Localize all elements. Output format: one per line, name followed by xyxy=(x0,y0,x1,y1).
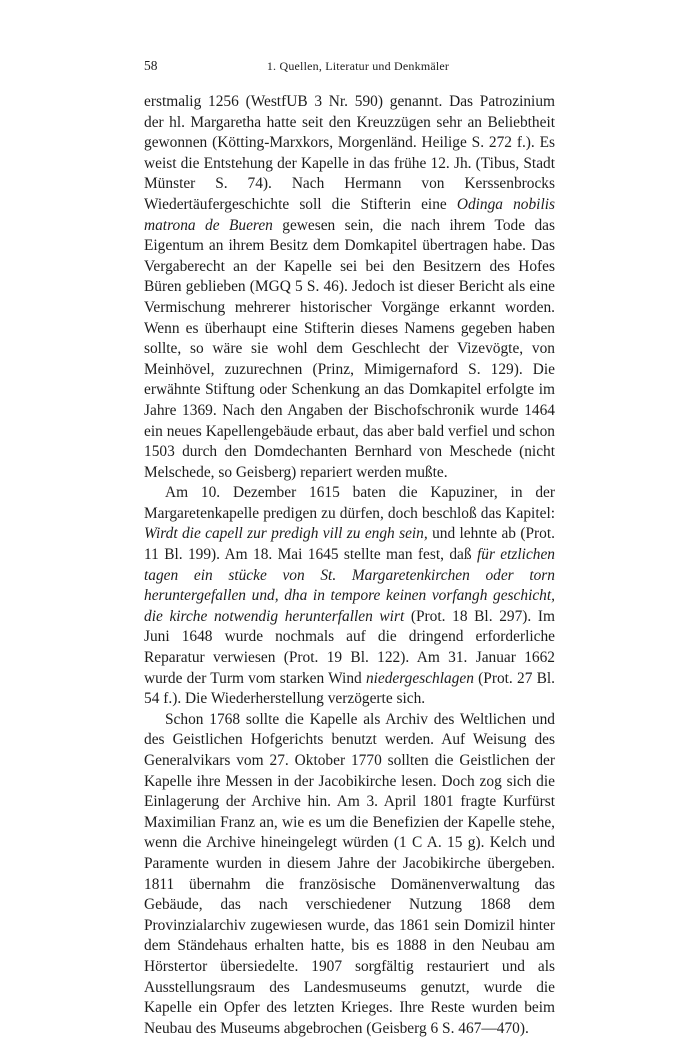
page-number: 58 xyxy=(144,58,158,73)
body-text xyxy=(144,92,555,1039)
quote-run: niedergeschlagen xyxy=(365,669,474,687)
text-run: (Prot. 27 Bl. 54 f.). Die Wiederherstellung verzögerte sich. xyxy=(144,669,555,708)
paragraph-1 xyxy=(144,92,555,483)
text-run: Schon 1768 sollte die Kapelle als Archiv des Weltlichen und des Geistlichen Hofgerichts benutzt werden. Auf Weisung des Generalvikars vom 27. Oktober 1770 sollten die Geistlichen der Kapelle ihre Messen in der Jacobikirche lesen. Doch zog sich die Einlagerung der Archive hin. Am 3. April 1801 fragte Kurfürst Maximilian Franz an, wie es um die Benefizien der Kapelle stehe, wenn die Archive hineingelegt würden (1 C A. 15 g). Kelch und Paramente wurden in diesem Jahre der Jacobikirche übergeben. 1811 übernahm die französische Domänenverwaltung das Gebäude, das nach verschiedener Nutzung 1868 dem Provinzialarchiv zugewiesen wurde, das 1861 sein Domizil hinter dem Ständehaus erhalten hatte, bis es 1888 in den Neubau am Hörstertor übersiedelte. 1907 sorgfältig restauriert und als Ausstellungsraum des Landesmuseums genutzt, wurde die Kapelle ein Opfer des letzten Krieges. Ihre Reste wurden beim Neubau des Museums abgebrochen (Geisberg 6 S. 467—470). xyxy=(144,710,555,1037)
running-title: 1. Quellen, Literatur und Denkmäler xyxy=(266,59,450,73)
quote-run: für etzlichen tagen ein stücke von St. Margaretenkirchen oder torn heruntergefallen und, dha in tempore keinen vorfangh geschicht, die kirche notwendig herunterfallen wirt xyxy=(144,546,556,625)
paragraph-3 xyxy=(144,710,555,1040)
text-run: erstmalig 1256 (WestfUB 3 Nr. 590) genannt. Das Patrozinium der hl. Margaretha hatte seit den Kreuzzügen sehr an Beliebtheit gewonnen (Kötting-Marxkors, Morgenländ. Heilige S. 272 f.). Es weist die Entstehung der Kapelle in das frühe 12. Jh. (Tibus, Stadt Münster S. 74). Nach Hermann von Kerssenbrocks Wiedertäufergeschichte soll die Stifterin eine xyxy=(144,93,555,213)
paragraph-2 xyxy=(144,483,555,710)
page-header xyxy=(144,56,554,76)
text-run: (Prot. 18 Bl. 297). Im Juni 1648 wurde nochmals auf die dringend erforderliche Reparatur verwiesen (Prot. 19 Bl. 122). Am 31. Januar 1662 wurde der Turm vom starken Wind xyxy=(144,607,555,687)
quote-run: Odinga nobilis matrona de Bueren xyxy=(144,195,555,234)
quote-run: Wirdt die capell zur predigh vill zu engh sein, xyxy=(144,525,428,543)
text-run: und lehnte ab (Prot. 11 Bl. 199). Am 18. Mai 1645 stellte man fest, daß xyxy=(144,525,555,564)
text-run: gewesen sein, die nach ihrem Tode das Eigentum an ihrem Besitz dem Domkapitel übertragen habe. Das Vergaberecht an der Kapelle sei bei den Besitzern des Hofes Büren geblieben (MGQ 5 S. 46). Jedoch ist dieser Bericht als eine Vermischung mehrerer historischer Vorgänge erkannt worden. Wenn es überhaupt eine Stifterin dieses Namens gegeben haben sollte, so wäre sie wohl dem Geschlecht der Vizevögte, von Meinhövel, zuzurechnen (Prinz, Mimigernaford S. 129). Die erwähnte Stiftung oder Schenkung an das Domkapitel erfolgte im Jahre 1369. Nach den Angaben der Bischofschronik wurde 1464 ein neues Kapellengebäude erbaut, das aber bald verfiel und schon 1503 durch den Domdechanten Bernhard von Meschede (nicht Melschede, so Geisberg) repariert werden mußte. xyxy=(144,216,555,481)
text-run: Am 10. Dezember 1615 baten die Kapuziner, in der Margaretenkapelle predigen zu dürfen, doch beschloß das Kapitel: xyxy=(144,484,555,522)
